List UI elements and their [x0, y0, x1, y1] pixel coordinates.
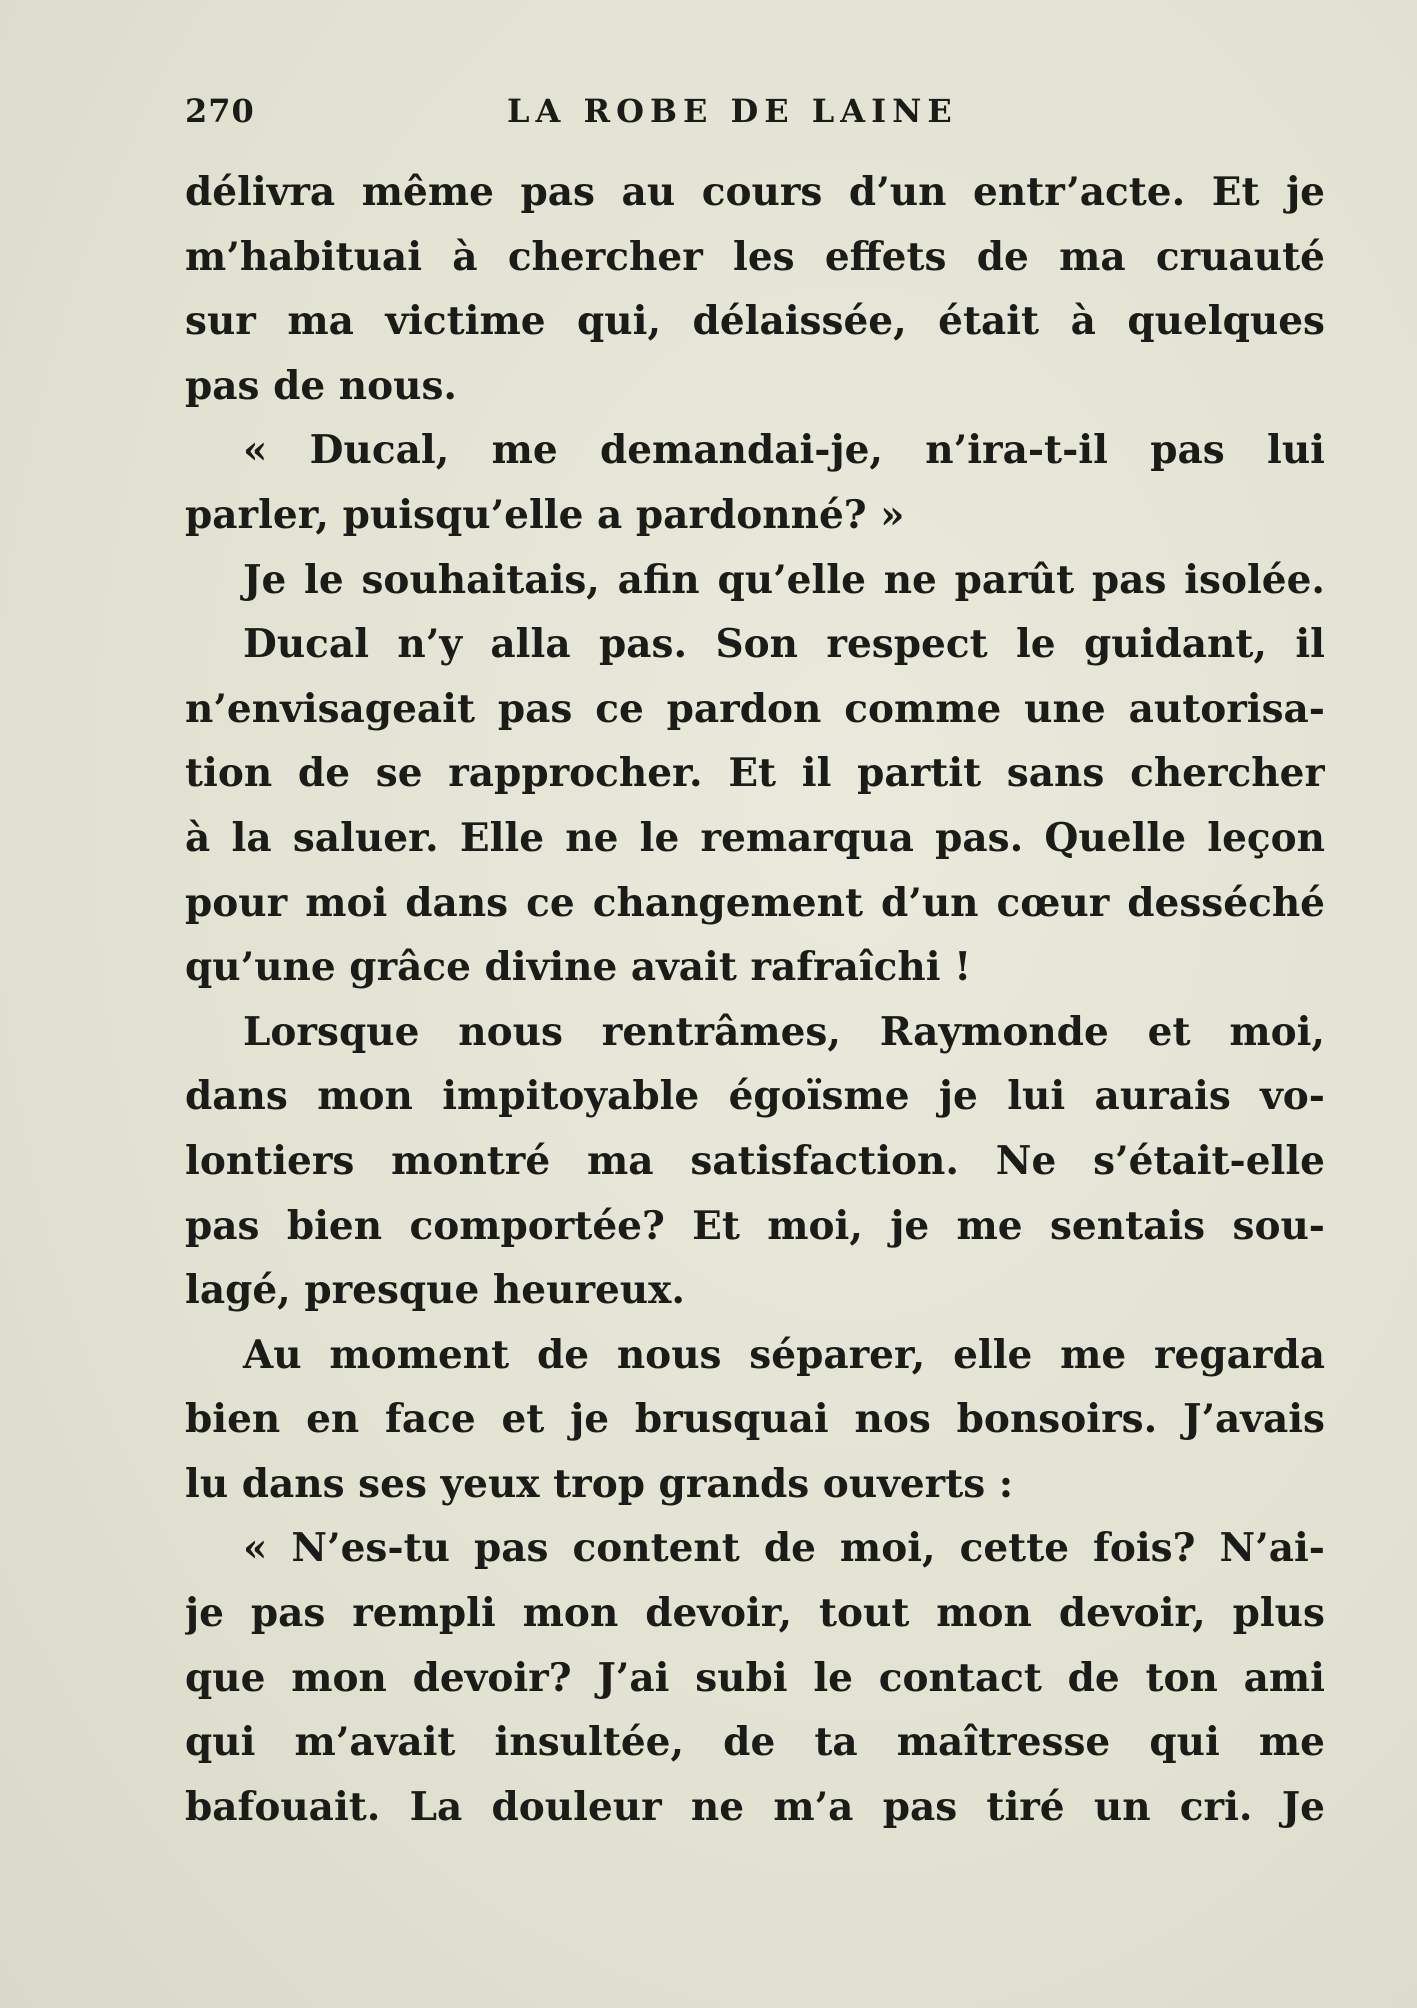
- text-line: Je le souhaitais, afin qu’elle ne parût pas isolée.: [243, 556, 1325, 603]
- text-line: n’envisageait pas ce pardon comme une autorisa-: [185, 685, 1325, 732]
- page-number: 270: [185, 92, 255, 130]
- text-line: m’habituai à chercher les effets de ma cruauté: [185, 233, 1325, 280]
- text-line: Au moment de nous séparer, elle me regarda: [243, 1331, 1325, 1378]
- text-line: Ducal n’y alla pas. Son respect le guidant, il: [243, 621, 1325, 668]
- text-line: à la saluer. Elle ne le remarqua pas. Quelle leçon: [185, 814, 1325, 861]
- text-line: lontiers montré ma satisfaction. Ne s’était-elle: [185, 1137, 1325, 1184]
- text-line: lu dans ses yeux trop grands ouverts :: [185, 1460, 1014, 1507]
- text-line: Lorsque nous rentrâmes, Raymonde et moi,: [243, 1008, 1325, 1055]
- text-line: bien en face et je brusquai nos bonsoirs. J’avais: [185, 1396, 1325, 1443]
- text-line: sur ma victime qui, délaissée, était à quelques: [185, 298, 1325, 345]
- text-line: pas de nous.: [185, 362, 457, 409]
- text-line: je pas rempli mon devoir, tout mon devoir, plus: [185, 1590, 1325, 1637]
- running-title: LA ROBE DE LAINE: [507, 92, 958, 130]
- text-line: pour moi dans ce changement d’un cœur desséché: [185, 879, 1325, 926]
- text-line: « N’es-tu pas content de moi, cette fois? N’ai-: [243, 1525, 1325, 1572]
- text-line: parler, puisqu’elle a pardonné? »: [185, 491, 905, 538]
- text-line: tion de se rapprocher. Et il partit sans chercher: [185, 750, 1325, 797]
- text-line: lagé, presque heureux.: [185, 1267, 685, 1314]
- page-header: [185, 92, 1325, 142]
- text-line: délivra même pas au cours d’un entr’acte. Et je: [185, 169, 1325, 215]
- text-line: qui m’avait insultée, de ta maîtresse qui me: [185, 1719, 1325, 1766]
- text-line: qu’une grâce divine avait rafraîchi !: [185, 944, 972, 991]
- text-line: bafouait. La douleur ne m’a pas tiré un cri. Je: [185, 1783, 1325, 1830]
- text-line: que mon devoir? J’ai subi le contact de ton ami: [185, 1654, 1325, 1701]
- text-line: dans mon impitoyable égoïsme je lui aurais vo-: [185, 1073, 1325, 1120]
- text-line: « Ducal, me demandai-je, n’ira-t-il pas lui: [243, 427, 1325, 474]
- body-text: [185, 160, 1325, 1839]
- text-line: pas bien comportée? Et moi, je me sentais sou-: [185, 1202, 1325, 1249]
